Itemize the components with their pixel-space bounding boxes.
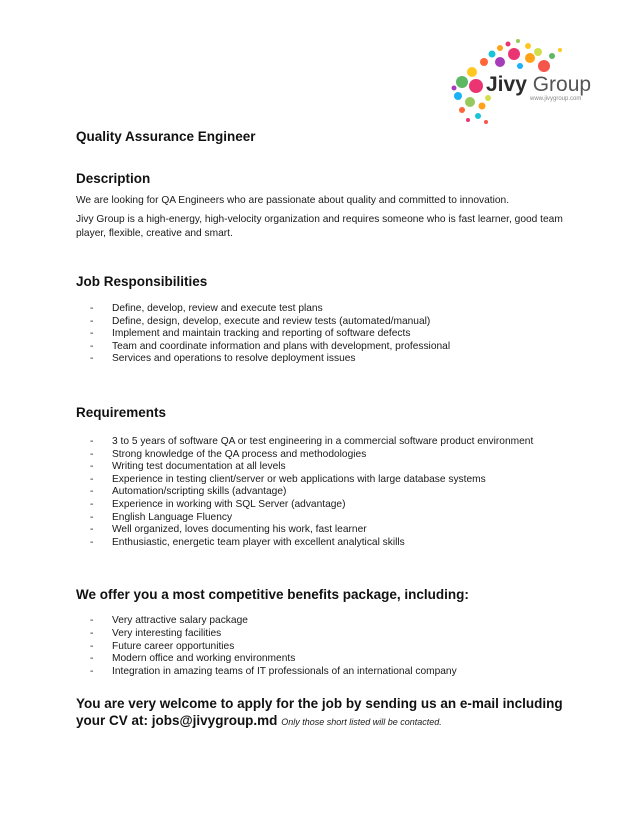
apply-note: Only those short listed will be contacted. — [281, 717, 442, 728]
list-item: - Future career opportunities — [90, 641, 576, 654]
responsibilities-list — [76, 303, 576, 366]
logo-dot — [489, 51, 496, 58]
description-heading: Description — [76, 171, 151, 186]
benefits-heading: We offer you a most competitive benefits package, including: — [76, 587, 469, 603]
list-item: - Very interesting facilities — [90, 628, 576, 641]
logo-dot — [538, 60, 550, 72]
list-item: - Strong knowledge of the QA process and methodologies — [90, 449, 576, 462]
apply-text: You are very welcome to apply for the job by sending us an e-mail including your CV at: jobs@jivygroup.md — [76, 696, 563, 729]
list-item: - Well organized, loves documenting his work, fast learner — [90, 524, 576, 537]
logo-dot — [484, 120, 488, 124]
logo-dot — [534, 48, 542, 56]
logo-dot — [467, 67, 477, 77]
logo-url: www.jivygroup.com — [530, 96, 582, 102]
requirements-list — [76, 436, 576, 549]
logo-dot — [495, 57, 505, 67]
logo-dot — [454, 92, 462, 100]
jivy-group-logo — [448, 36, 598, 130]
logo-brand-name — [486, 74, 591, 96]
logo-dot — [456, 76, 468, 88]
list-item: - Team and coordinate information and plans with development, professional — [90, 341, 576, 354]
list-item: - 3 to 5 years of software QA or test engineering in a commercial software product environment — [90, 436, 576, 449]
logo-dot — [452, 86, 457, 91]
logo-dot — [475, 113, 481, 119]
list-item: - Experience in testing client/server or web applications with large database systems — [90, 474, 576, 487]
logo-dot — [479, 103, 486, 110]
logo-dot — [517, 63, 523, 69]
list-item: - Experience in working with SQL Server (advantage) — [90, 499, 576, 512]
job-title: Quality Assurance Engineer — [76, 129, 256, 144]
list-item: - Modern office and working environments — [90, 653, 576, 666]
logo-dot — [466, 118, 470, 122]
job-posting — [76, 128, 576, 731]
description-paragraph-1: We are looking for QA Engineers who are passionate about quality and committed to innovation. — [76, 195, 510, 206]
logo-dot — [469, 79, 483, 93]
logo-dot — [465, 97, 475, 107]
logo-dot — [508, 48, 520, 60]
logo-dot — [459, 107, 465, 113]
logo-dot — [506, 42, 511, 47]
apply-statement — [76, 695, 576, 731]
logo-dot — [549, 53, 555, 59]
list-item: - Define, develop, review and execute test plans — [90, 303, 576, 316]
list-item: - Writing test documentation at all levels — [90, 461, 576, 474]
logo-dot — [480, 58, 488, 66]
list-item: - Automation/scripting skills (advantage) — [90, 486, 576, 499]
logo-dot — [525, 43, 531, 49]
logo-brand-bold: Jivy — [486, 73, 527, 96]
list-item: - English Language Fluency — [90, 512, 576, 525]
logo-dot — [525, 53, 535, 63]
logo-brand-rest: Group — [526, 73, 592, 96]
list-item: - Integration in amazing teams of IT professionals of an international company — [90, 666, 576, 679]
logo-dot — [516, 39, 520, 43]
requirements-heading: Requirements — [76, 404, 167, 420]
list-item: - Services and operations to resolve deployment issues — [90, 353, 576, 366]
list-item: - Implement and maintain tracking and reporting of software defects — [90, 328, 576, 341]
list-item: - Enthusiastic, energetic team player with excellent analytical skills — [90, 537, 576, 550]
list-item: - Define, design, develop, execute and review tests (automated/manual) — [90, 316, 576, 329]
list-item: - Very attractive salary package — [90, 615, 576, 628]
logo-dot — [497, 45, 503, 51]
responsibilities-heading: Job Responsibilities — [76, 274, 208, 289]
description-paragraph-2: Jivy Group is a high-energy, high-velocity organization and requires someone who is fast learner, good team player, flexible, creative and smart. — [76, 214, 563, 239]
logo-dot — [558, 48, 562, 52]
benefits-list — [76, 615, 576, 678]
